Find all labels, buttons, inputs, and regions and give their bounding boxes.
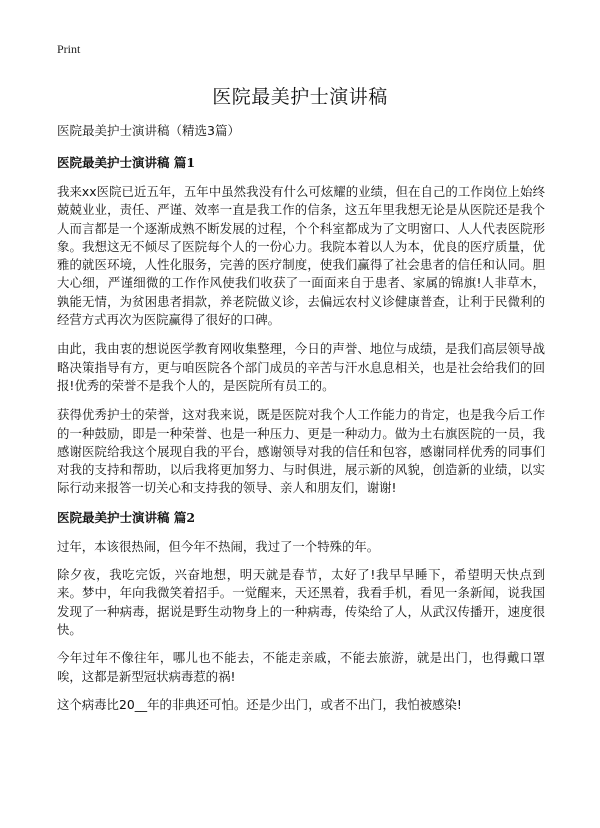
section-heading: 医院最美护士演讲稿 篇2 bbox=[57, 509, 196, 525]
document-subtitle: 医院最美护士演讲稿（精选3篇） bbox=[57, 123, 240, 138]
section-1 bbox=[57, 154, 545, 498]
section-2 bbox=[57, 509, 545, 714]
paragraph: 我来xx医院已近五年，五年中虽然我没有什么可炫耀的业绩，但在自己的工作岗位上始终兢兢业业，责任、严谨、效率一直是我工作的信条，这五年里我想无论是从医院还是我个人而言都是一个逐渐成熟不断发展的过程，个个科室都成为了文明窗口、人人代表医院形象。我想这无不倾尽了医院每个人的一份心力。我院本着以人为本，优良的医疗质量，优雅的就医环境，人性化服务，完善的医疗制度，使我们赢得了社会患者的信任和认同。胆大心细，严谨细微的工作作风使我们收获了一面面来自于患者、家属的锦旗!人非草木，孰能无情，为贫困患者捐款，养老院做义诊，去偏远农村义诊健康普查，让利于民微利的经营方式再次为医院赢得了很好的口碑。 bbox=[57, 184, 545, 328]
print-link[interactable]: Print bbox=[57, 42, 81, 56]
section-heading: 医院最美护士演讲稿 篇1 bbox=[57, 155, 196, 170]
document-title: 医院最美护士演讲稿 bbox=[212, 86, 388, 108]
paragraph: 过年，本该很热闹，但今年不热闹，我过了一个特殊的年。 bbox=[57, 538, 380, 554]
paragraph: 获得优秀护士的荣誉，这对我来说，既是医院对我个人工作能力的肯定，也是我今后工作的一种鼓励，即是一种荣誉、也是一种压力、更是一种动力。做为土右旗医院的一员，我感谢医院给我这个展现自我的平台，感谢领导对我的信任和包容，感谢同样优秀的同事们对我的支持和帮助，以后我将更加努力、与时俱进，展示新的风貌，创造新的业绩，以实际行动来报答一切关心和支持我的领导、亲人和朋友们，谢谢! bbox=[57, 407, 545, 496]
document-body bbox=[57, 122, 545, 724]
paragraph: 除夕夜，我吃完饭，兴奋地想，明天就是春节，太好了!我早早睡下，希望明天快点到来。梦中，年向我微笑着招手。一觉醒来，天还黑着，我看手机，看见一条新闻，说我国发现了一种病毒，据说是野生动物身上的一种病毒，传染给了人，从武汉传播开，速度很快。 bbox=[57, 567, 545, 637]
paragraph: 这个病毒比20__年的非典还可怕。还是少出门，或者不出门，我怕被感染! bbox=[57, 696, 462, 712]
paragraph: 今年过年不像往年，哪儿也不能去，不能走亲戚，不能去旅游，就是出门，也得戴口罩唉，这都是新型冠状病毒惹的祸! bbox=[57, 650, 545, 684]
paragraph: 由此，我由衷的想说医学教育网收集整理，今日的声誉、地位与成绩，是我们高层领导战略决策指导有方，更与咱医院各个部门成员的辛苦与汗水息息相关，也是社会给我们的回报!优秀的荣誉不是我个人的，是医院所有员工的。 bbox=[57, 341, 545, 393]
